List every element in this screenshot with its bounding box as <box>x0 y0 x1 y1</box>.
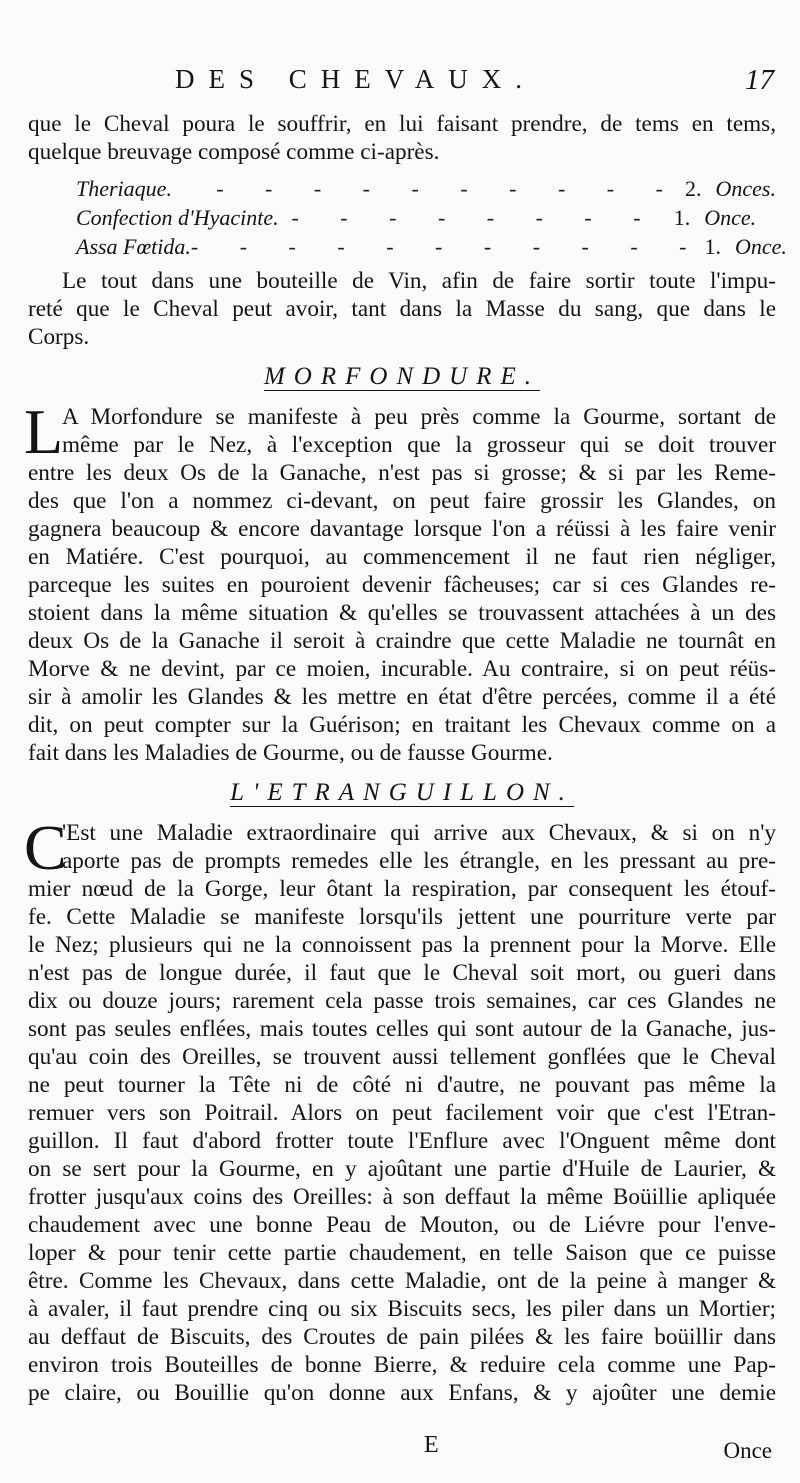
text-line: guillon. Il faut d'abord frotter toute l'Enflure avec l'Onguent même dont <box>28 1128 776 1154</box>
morfondure-paragraph <box>24 396 776 767</box>
text-line: aporte pas de prompts remedes elle les étrangle, en les pressant au pre- <box>62 848 776 874</box>
text-line: même par le Nez, à l'exception que la grosseur qui se doit trouver <box>62 432 776 458</box>
ingredient-name: Assa Fœtida. <box>76 234 191 259</box>
catchword: Once <box>723 1438 772 1463</box>
text-line: quelque breuvage composé comme ci-après. <box>28 139 440 165</box>
ingredient-row <box>28 174 776 203</box>
text-line: dix ou douze jours; rarement cela passe trois semaines, car ces Glandes ne <box>28 988 776 1014</box>
running-head <box>0 62 800 102</box>
text-line: Morve & ne devint, par ce moien, incurable. Au contraire, si on peut réüs- <box>28 656 776 682</box>
text-line: deux Os de la Ganache il seroit à craindre que cette Maladie ne tournât en <box>28 628 776 654</box>
text-line: dit, on peut compter sur la Guérison; en traitant les Chevaux comme on a <box>28 712 776 738</box>
text-line: Corps. <box>28 324 90 350</box>
text-line: le Nez; plusieurs qui ne la connoissent pas la prennent pour la Morve. Elle <box>28 932 776 958</box>
ingredient-leader: - - - - - - - - - - - <box>190 234 705 259</box>
text-line: loper & pour tenir cette partie chaudement, en telle Saison que ce puisse <box>28 1240 776 1266</box>
text-line: fait dans les Maladies de Gourme, ou de fausse Gourme. <box>28 740 553 766</box>
text-line: qu'au coin des Oreilles, se trouvent aussi tellement gonflées que le Cheval <box>28 1044 776 1070</box>
etranguillon-paragraph <box>24 812 776 1407</box>
ingredient-quantity: 2. <box>685 176 702 201</box>
text-line: au deffaut de Biscuits, des Croutes de pain pilées & les faire boüillir dans <box>28 1324 776 1350</box>
section-heading-etranguillon: L'ETRANGUILLON. <box>230 779 574 806</box>
text-line: stoient dans la même situation & qu'elles se trouvassent attachées à un des <box>28 600 776 626</box>
ingredient-unit: Once. <box>735 234 787 259</box>
text-line: mier nœud de la Gorge, leur ôtant la respiration, par consequent les étouf- <box>28 876 776 902</box>
text-line: ne peut tourner la Tête ni de côté ni d'autre, ne pouvant pas même la <box>28 1072 776 1098</box>
text-line: entre les deux Os de la Ganache, n'est pas si grosse; & si par les Reme- <box>28 460 776 486</box>
signature-mark: E <box>424 1432 439 1458</box>
ingredient-leader: - - - - - - - - - - <box>216 176 681 201</box>
text-line: 'Est une Maladie extraordinaire qui arrive aux Chevaux, & si on n'y <box>62 820 776 846</box>
text-line: à avaler, il faut prendre cinq ou six Biscuits secs, les piler dans un Mortier; <box>28 1296 776 1322</box>
text-line: Le tout dans une bouteille de Vin, afin de faire sortir toute l'impu- <box>62 268 776 294</box>
ingredient-unit: Once. <box>704 205 757 230</box>
page-body <box>24 110 787 1407</box>
text-line: gagnera beaucoup & encore davantage lorsque l'on a réüssi à les faire venir <box>28 516 776 542</box>
ingredient-row <box>28 203 776 232</box>
drop-cap: L <box>24 396 64 467</box>
after-ingredients-block <box>28 267 776 351</box>
text-line: pe claire, ou Bouillie qu'on donne aux Enfans, & y ajoûter une demie <box>28 1380 776 1406</box>
intro-block <box>28 110 776 166</box>
text-line: être. Comme les Chevaux, dans cette Maladie, ont de la peine à manger & <box>28 1268 776 1294</box>
text-line: reté que le Cheval peut avoir, tant dans la Masse du sang, que dans le <box>28 296 776 322</box>
text-line: des que l'on a nommez ci-devant, on peut faire grossir les Glandes, on <box>28 488 776 514</box>
text-line: n'est pas de longue durée, il faut que le Cheval soit mort, ou gueri dans <box>28 960 776 986</box>
ingredient-name: Theriaque. <box>76 176 172 201</box>
text-line: environ trois Bouteilles de bonne Bierre, & reduire cela comme une Pap- <box>28 1352 776 1378</box>
text-line: remuer vers son Poitrail. Alors on peut facilement voir que c'est l'Etran- <box>28 1100 776 1126</box>
text-line: parceque les suites en pouroient devenir fâcheuses; car si ces Glandes re- <box>28 572 776 598</box>
text-line: en Matiére. C'est pourquoi, au commencement il ne faut rien négliger, <box>28 544 776 570</box>
ingredient-quantity: 1. <box>704 234 721 259</box>
text-line: sont pas seules enflées, mais toutes celles qui sont autour de la Ganache, jus- <box>28 1016 776 1042</box>
drop-cap: C <box>24 812 67 883</box>
text-line: fe. Cette Maladie se manifeste lorsqu'ils jettent une pourriture verte par <box>28 904 776 930</box>
ingredient-name: Confection d'Hyacinte. <box>76 205 279 230</box>
page-footer <box>0 1430 800 1470</box>
text-line: chaudement avec une bonne Peau de Mouton, ou de Liévre pour l'enve- <box>28 1212 776 1238</box>
running-title: DES CHEVAUX. <box>175 64 537 94</box>
section-heading-morfondure: MORFONDURE. <box>263 363 541 390</box>
ingredient-leader: - - - - - - - - <box>291 205 659 230</box>
ingredient-quantity: 1. <box>673 205 691 230</box>
ingredient-list <box>28 174 787 261</box>
page-number: 17 <box>745 64 774 96</box>
text-line: que le Cheval poura le souffrir, en lui faisant prendre, de tems en tems, <box>28 111 776 137</box>
ingredient-row <box>28 232 787 261</box>
text-line: frotter jusqu'aux coins des Oreilles: à son deffaut la même Boüillie apliquée <box>28 1184 776 1210</box>
ingredient-unit: Onces. <box>715 176 776 201</box>
text-line: A Morfondure se manifeste à peu près comme la Gourme, sortant de <box>62 404 776 430</box>
text-line: sir à amolir les Glandes & les mettre en état d'être percées, comme il a été <box>28 684 776 710</box>
text-line: on se sert pour la Gourme, en y ajoûtant une partie d'Huile de Laurier, & <box>28 1156 776 1182</box>
